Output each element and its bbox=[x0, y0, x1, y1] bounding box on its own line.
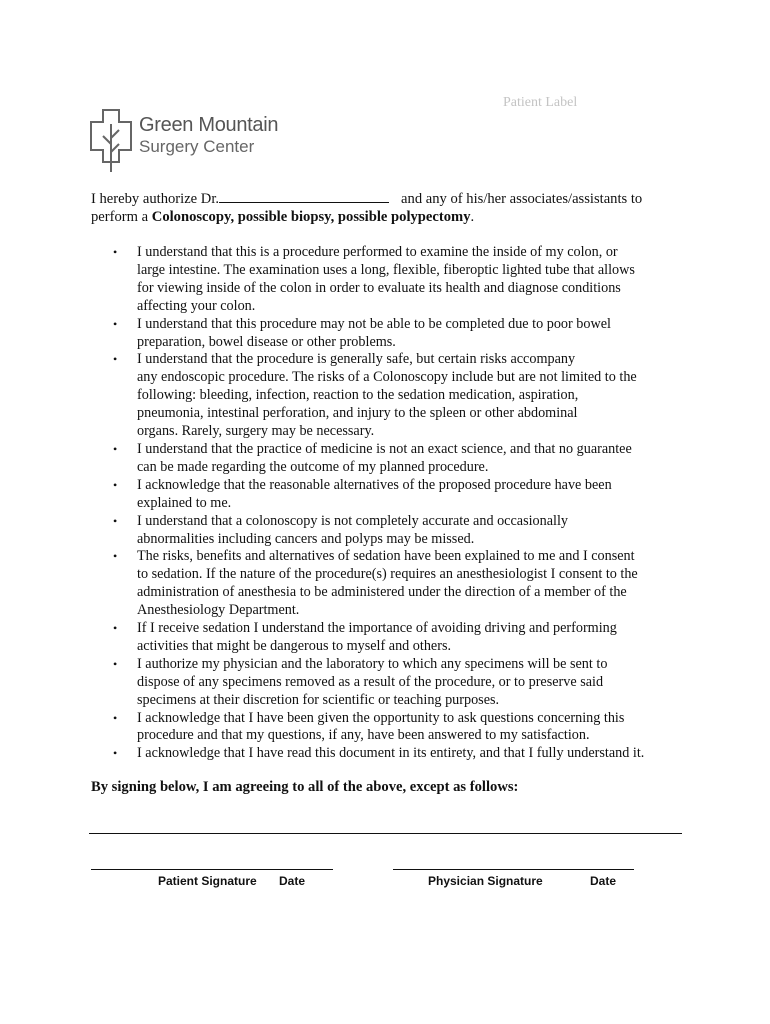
physician-signature-line[interactable] bbox=[393, 869, 634, 870]
clause-text: I acknowledge that I have read this document in its entirety, and that I fully understand it. bbox=[137, 745, 645, 762]
list-item bbox=[91, 745, 691, 763]
list-item bbox=[91, 244, 691, 316]
authorization-statement bbox=[91, 190, 691, 226]
clause-text: I understand that this procedure may not be able to be completed due to poor bowel preparation, bowel disease or other problems. bbox=[137, 315, 611, 350]
patient-signature-line[interactable] bbox=[91, 869, 333, 870]
list-item bbox=[91, 441, 691, 477]
patient-date-label: Date bbox=[279, 874, 306, 888]
clinic-name-line2: Surgery Center bbox=[139, 137, 255, 156]
intro-line2-prefix: perform a bbox=[91, 209, 152, 225]
clause-text: I understand that this is a procedure performed to examine the inside of my colon, or large intestine. The examination uses a long, flexible, fiberoptic lighted tube that allows for viewing inside of the colon in order to evaluate its health and diagnose conditions affecting your colon. bbox=[137, 244, 635, 314]
exceptions-line[interactable] bbox=[89, 833, 682, 834]
clinic-name-line1: Green Mountain bbox=[139, 114, 279, 136]
list-item bbox=[91, 548, 691, 620]
clause-text: I acknowledge that the reasonable alternatives of the proposed procedure have been explained to me. bbox=[137, 476, 612, 511]
intro-prefix: I hereby authorize Dr. bbox=[91, 191, 220, 207]
physician-signature-label: Physician Signature bbox=[428, 874, 543, 888]
clinic-logo bbox=[89, 108, 329, 178]
patient-signature-label: Patient Signature bbox=[158, 874, 257, 888]
doctor-name-field[interactable] bbox=[219, 190, 389, 203]
intro-suffix: and any of his/her associates/assistants to bbox=[401, 191, 643, 207]
tree-cross-icon bbox=[89, 108, 133, 174]
intro-line2-end: . bbox=[470, 209, 475, 225]
list-item bbox=[91, 656, 691, 710]
agreement-statement: By signing below, I am agreeing to all of the above, except as follows: bbox=[91, 779, 519, 795]
consent-clauses-list bbox=[91, 244, 691, 763]
procedure-name: Colonoscopy, possible biopsy, possible polypectomy bbox=[151, 209, 471, 225]
list-item bbox=[91, 620, 691, 656]
clause-text: I acknowledge that I have been given the opportunity to ask questions concerning this procedure and that my questions, if any, have been answered to my satisfaction. bbox=[137, 709, 625, 744]
clause-text: I understand that a colonoscopy is not completely accurate and occasionally abnormalities including cancers and polyps may be missed. bbox=[137, 512, 568, 547]
clause-text: I understand that the procedure is generally safe, but certain risks accompany any endoscopic procedure. The risks of a Colonoscopy include but are not limited to the following: bleeding, infection, reaction to the sedation medication, aspiration, pneumonia, intestinal perforation, and injury to the spleen or other abdominal organs. Rarely, surgery may be necessary. bbox=[137, 351, 637, 440]
list-item bbox=[91, 316, 691, 352]
list-item bbox=[91, 351, 691, 441]
list-item bbox=[91, 710, 691, 746]
physician-date-label: Date bbox=[590, 874, 617, 888]
clause-text: I understand that the practice of medicine is not an exact science, and that no guarantee can be made regarding the outcome of my planned procedure. bbox=[137, 440, 632, 475]
clause-text: The risks, benefits and alternatives of sedation have been explained to me and I consent to sedation. If the nature of the procedure(s) requires an anesthesiologist I consent to the administration of anesthesia to be administered under the direction of a member of the Anesthesiology Department. bbox=[137, 548, 638, 619]
clause-text: I authorize my physician and the laboratory to which any specimens will be sent to dispose of any specimens removed as a result of the procedure, or to preserve said specimens at their discretion for scientific or teaching purposes. bbox=[137, 655, 608, 708]
patient-label-placeholder: Patient Label bbox=[503, 95, 578, 110]
clause-text: If I receive sedation I understand the importance of avoiding driving and performing activities that might be dangerous to myself and others. bbox=[137, 620, 617, 654]
list-item bbox=[91, 513, 691, 549]
list-item bbox=[91, 477, 691, 513]
